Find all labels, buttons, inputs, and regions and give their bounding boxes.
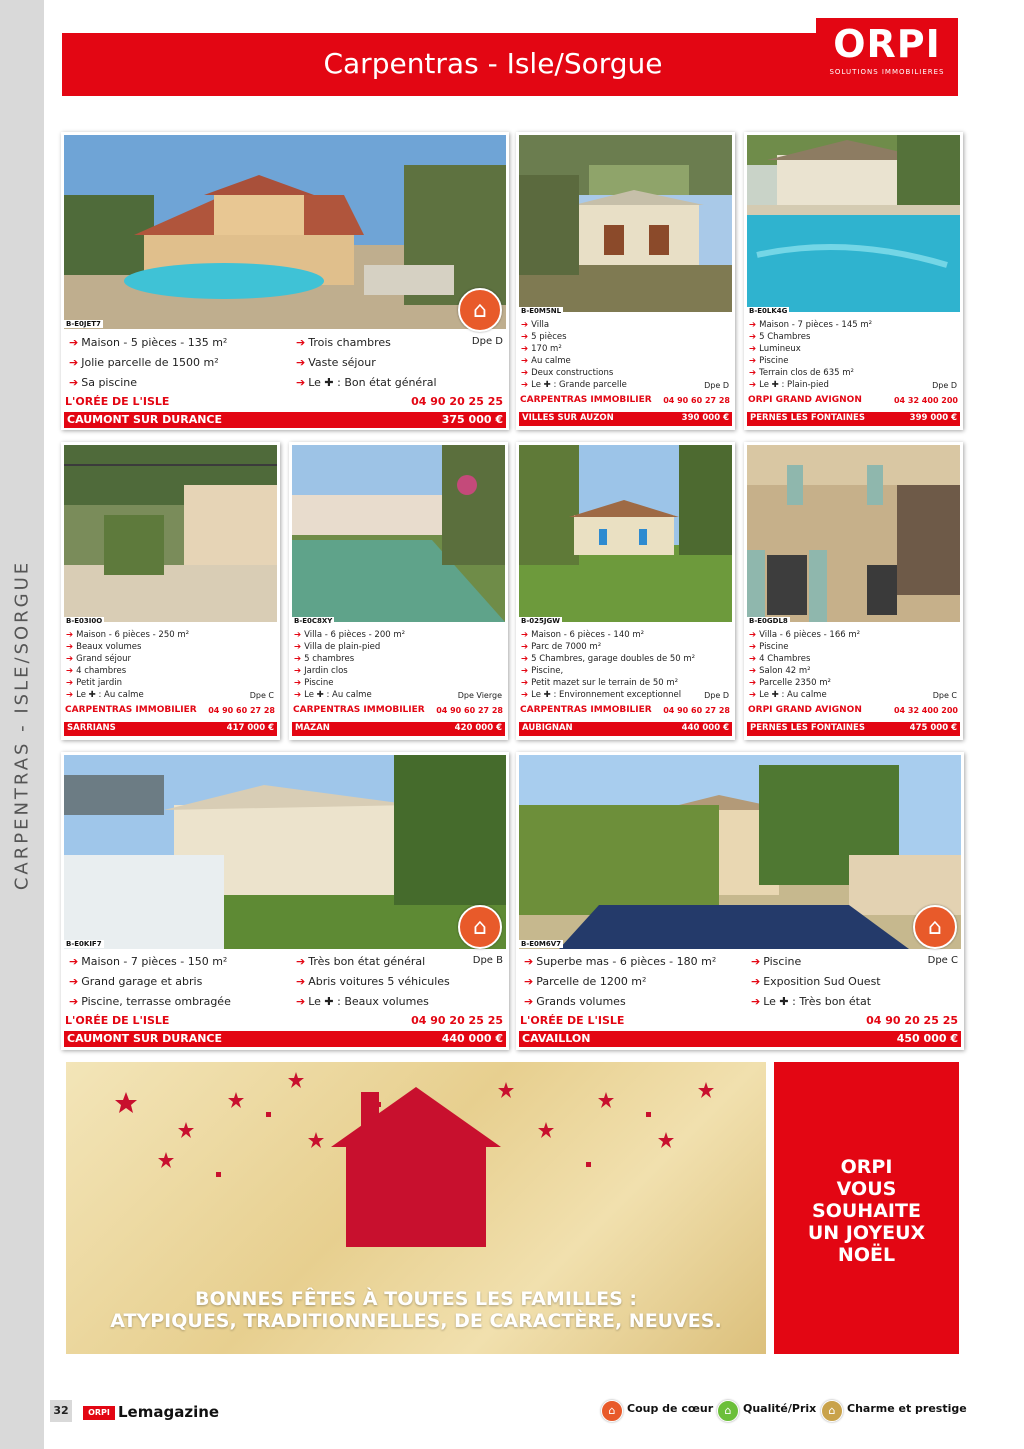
coup-de-coeur-icon: ⌂ xyxy=(601,1400,623,1422)
page-number: 32 xyxy=(50,1400,72,1422)
listing-feature: ➔ Le ✚ : Beaux volumes xyxy=(296,995,429,1008)
agency-phone[interactable]: 04 32 400 200 xyxy=(893,396,958,405)
property-photo xyxy=(519,445,732,622)
listing-feature: ➔ Petit jardin xyxy=(66,678,122,688)
listing-feature: ➔ Maison - 7 pièces - 145 m² xyxy=(749,320,873,330)
agency-phone[interactable]: 04 90 60 27 28 xyxy=(208,706,275,715)
price-bar xyxy=(64,722,277,736)
legend-coup-de-coeur: Coup de cœur xyxy=(627,1402,714,1415)
listing-feature: ➔ Abris voitures 5 véhicules xyxy=(296,975,450,988)
listing-reference: B-E0LK4G xyxy=(749,307,788,315)
listing-feature: ➔ Villa xyxy=(521,320,550,330)
listing-town: MAZAN xyxy=(295,723,330,733)
dpe-rating: Dpe D xyxy=(932,381,957,390)
property-photo xyxy=(519,135,732,312)
dpe-rating: Dpe C xyxy=(249,691,274,700)
listing-feature: ➔ Le ✚ : Plain-pied xyxy=(749,380,829,390)
agency-phone[interactable]: 04 90 60 27 28 xyxy=(436,706,503,715)
orpi-logo xyxy=(816,18,958,84)
listing-price: 375 000 € xyxy=(441,413,503,426)
listing-card[interactable] xyxy=(289,442,508,740)
legend-charme-prestige: Charme et prestige xyxy=(847,1402,967,1415)
dpe-rating: Dpe D xyxy=(471,336,503,347)
agency-name: ORPI GRAND AVIGNON xyxy=(748,705,862,715)
listing-feature: ➔ Vaste séjour xyxy=(296,356,376,369)
price-bar xyxy=(519,412,732,426)
christmas-banner xyxy=(66,1062,766,1354)
listing-feature: ➔ Terrain clos de 635 m² xyxy=(749,368,854,378)
listing-feature: ➔ Le ✚ : Au calme xyxy=(294,690,372,700)
property-photo xyxy=(64,755,506,949)
price-bar xyxy=(747,412,960,426)
agency-name: CARPENTRAS IMMOBILIER xyxy=(520,705,652,715)
dpe-rating: Dpe C xyxy=(927,955,958,966)
listing-feature: ➔ 4 Chambres xyxy=(749,654,811,664)
listing-feature: ➔ Le ✚ : Environnement exceptionnel xyxy=(521,690,682,700)
listing-feature: ➔ 5 chambres xyxy=(294,654,355,664)
listing-price: 417 000 € xyxy=(226,723,274,733)
listing-price: 420 000 € xyxy=(454,723,502,733)
listing-price: 399 000 € xyxy=(909,413,957,423)
listing-feature: ➔ Jardin clos xyxy=(294,666,348,676)
agency-phone[interactable]: 04 90 60 27 28 xyxy=(663,706,730,715)
agency-name: ORPI GRAND AVIGNON xyxy=(748,395,862,405)
listing-town: PERNES LES FONTAINES xyxy=(750,413,865,423)
property-photo xyxy=(747,445,960,622)
listing-price: 475 000 € xyxy=(909,723,957,733)
agency-name: CARPENTRAS IMMOBILIER xyxy=(293,705,425,715)
stars-and-house-illustration xyxy=(66,1062,766,1282)
listing-feature: ➔ Parcelle de 1200 m² xyxy=(524,975,647,988)
listing-feature: ➔ Jolie parcelle de 1500 m² xyxy=(69,356,219,369)
listing-price: 440 000 € xyxy=(681,723,729,733)
listing-reference: B-E0M6V7 xyxy=(521,940,562,948)
listing-feature: ➔ Villa - 6 pièces - 200 m² xyxy=(294,630,406,640)
listing-card[interactable] xyxy=(516,752,964,1050)
charme-prestige-icon: ⌂ xyxy=(821,1400,843,1422)
listing-card[interactable] xyxy=(516,132,735,430)
listing-reference: B-E03I0O xyxy=(66,617,103,625)
heart-house-icon: ⌂ xyxy=(458,905,502,949)
listing-feature: ➔ Superbe mas - 6 pièces - 180 m² xyxy=(524,955,717,968)
greeting-line: UN JOYEUX xyxy=(807,1222,926,1244)
listing-feature: ➔ 5 pièces xyxy=(521,332,567,342)
listing-feature: ➔ Exposition Sud Ouest xyxy=(751,975,881,988)
listing-feature: ➔ Piscine, terrasse ombragée xyxy=(69,995,231,1008)
listing-town: VILLES SUR AUZON xyxy=(522,413,614,423)
dpe-rating: Dpe D xyxy=(704,691,729,700)
listing-card[interactable] xyxy=(61,752,509,1050)
agency-phone[interactable]: 04 32 400 200 xyxy=(893,706,958,715)
greeting-line: VOUS xyxy=(836,1178,897,1200)
agency-name: L'ORÉE DE L'ISLE xyxy=(520,1014,625,1027)
listing-feature: ➔ Trois chambres xyxy=(296,336,391,349)
listing-reference: B-E0JET7 xyxy=(66,320,101,328)
price-bar xyxy=(747,722,960,736)
listing-feature: ➔ 4 chambres xyxy=(66,666,127,676)
listing-feature: ➔ Grand garage et abris xyxy=(69,975,203,988)
listing-town: CAUMONT SUR DURANCE xyxy=(67,1032,223,1045)
legend-qualite-prix: Qualité/Prix xyxy=(743,1402,817,1415)
listing-town: SARRIANS xyxy=(67,723,116,733)
agency-phone[interactable]: 04 90 20 25 25 xyxy=(411,1014,503,1027)
listing-feature: ➔ 5 Chambres, garage doubles de 50 m² xyxy=(521,654,696,664)
listing-price: 450 000 € xyxy=(896,1032,958,1045)
listing-reference: B-E0KIF7 xyxy=(66,940,102,948)
agency-name: L'ORÉE DE L'ISLE xyxy=(65,395,170,408)
dpe-rating: Dpe B xyxy=(472,955,503,966)
listing-feature: ➔ Parcelle 2350 m² xyxy=(749,678,831,688)
listing-feature: ➔ Piscine xyxy=(749,642,789,652)
listing-price: 440 000 € xyxy=(441,1032,503,1045)
property-photo xyxy=(747,135,960,312)
listing-feature: ➔ Maison - 6 pièces - 140 m² xyxy=(521,630,645,640)
listing-feature: ➔ Très bon état général xyxy=(296,955,426,968)
listing-feature: ➔ Salon 42 m² xyxy=(749,666,811,676)
listing-card[interactable] xyxy=(516,442,735,740)
price-bar xyxy=(64,412,506,428)
listing-card[interactable] xyxy=(744,132,963,430)
property-photo xyxy=(519,755,961,949)
listing-feature: ➔ Lumineux xyxy=(749,344,801,354)
listing-town: CAUMONT SUR DURANCE xyxy=(67,413,223,426)
logo-wordmark: ORPI xyxy=(833,22,941,66)
listing-feature: ➔ Sa piscine xyxy=(69,376,138,389)
listing-feature: ➔ Le ✚ : Bon état général xyxy=(296,376,437,389)
greeting-line: NOËL xyxy=(837,1244,896,1266)
listing-town: AUBIGNAN xyxy=(522,723,573,733)
listing-reference: B-E0C8XY xyxy=(294,617,333,625)
listing-feature: ➔ Piscine, xyxy=(521,666,564,676)
listing-town: CAVAILLON xyxy=(522,1032,591,1045)
heart-house-icon: ⌂ xyxy=(913,905,957,949)
qualite-prix-icon: ⌂ xyxy=(717,1400,739,1422)
dpe-rating: Dpe D xyxy=(704,381,729,390)
side-section-label: CARPENTRAS - ISLE/SORGUE xyxy=(11,559,33,891)
agency-name: L'ORÉE DE L'ISLE xyxy=(65,1014,170,1027)
listing-feature: ➔ Le ✚ : Grande parcelle xyxy=(521,380,627,390)
listing-feature: ➔ 5 Chambres xyxy=(749,332,811,342)
listing-feature: ➔ Piscine xyxy=(749,356,789,366)
listing-feature: ➔ Parc de 7000 m² xyxy=(521,642,602,652)
listing-card[interactable] xyxy=(61,442,280,740)
agency-phone[interactable]: 04 90 20 25 25 xyxy=(411,395,503,408)
property-photo xyxy=(64,135,506,329)
heart-house-icon: ⌂ xyxy=(458,288,502,332)
christmas-greeting-panel xyxy=(774,1062,959,1354)
agency-name: CARPENTRAS IMMOBILIER xyxy=(65,705,197,715)
greeting-line: ORPI xyxy=(840,1156,893,1178)
listing-feature: ➔ 170 m² xyxy=(521,344,562,354)
price-bar xyxy=(519,722,732,736)
agency-phone[interactable]: 04 90 60 27 28 xyxy=(663,396,730,405)
dpe-rating: Dpe C xyxy=(932,691,957,700)
listing-feature: ➔ Le ✚ : Très bon état xyxy=(751,995,872,1008)
property-photo xyxy=(292,445,505,622)
listing-reference: B-E0GDL8 xyxy=(749,617,788,625)
property-photo xyxy=(64,445,277,622)
listing-feature: ➔ Le ✚ : Au calme xyxy=(749,690,827,700)
listing-feature: ➔ Maison - 7 pièces - 150 m² xyxy=(69,955,228,968)
price-bar xyxy=(292,722,505,736)
listing-feature: ➔ Villa de plain-pied xyxy=(294,642,381,652)
dpe-rating: Dpe Vierge xyxy=(457,691,502,700)
listing-feature: ➔ Deux constructions xyxy=(521,368,614,378)
listing-feature: ➔ Piscine xyxy=(751,955,802,968)
page-title: Carpentras - Isle/Sorgue xyxy=(323,47,663,80)
banner-tagline-1: BONNES FÊTES À TOUTES LES FAMILLES : xyxy=(195,1288,637,1310)
magazine-name: Lemagazine xyxy=(118,1403,220,1421)
listing-reference: B-E0M5NL xyxy=(521,307,562,315)
listing-card[interactable] xyxy=(61,132,509,430)
listing-feature: ➔ Beaux volumes xyxy=(66,642,142,652)
listing-feature: ➔ Maison - 6 pièces - 250 m² xyxy=(66,630,190,640)
listing-card[interactable] xyxy=(744,442,963,740)
listing-feature: ➔ Grand séjour xyxy=(66,654,132,664)
listing-feature: ➔ Piscine xyxy=(294,678,334,688)
agency-phone[interactable]: 04 90 20 25 25 xyxy=(866,1014,958,1027)
price-bar xyxy=(519,1031,961,1047)
listing-feature: ➔ Au calme xyxy=(521,356,571,366)
logo-subtitle: SOLUTIONS IMMOBILIERES xyxy=(829,68,945,76)
listing-feature: ➔ Villa - 6 pièces - 166 m² xyxy=(749,630,861,640)
listing-feature: ➔ Petit mazet sur le terrain de 50 m² xyxy=(521,678,679,688)
listing-town: PERNES LES FONTAINES xyxy=(750,723,865,733)
listing-reference: B-025JGW xyxy=(521,617,560,625)
listing-price: 390 000 € xyxy=(681,413,729,423)
agency-name: CARPENTRAS IMMOBILIER xyxy=(520,395,652,405)
banner-tagline-2: ATYPIQUES, TRADITIONNELLES, DE CARACTÈRE, NEUVES. xyxy=(110,1310,722,1332)
magazine-logo: ORPI xyxy=(83,1406,115,1420)
price-bar xyxy=(64,1031,506,1047)
listing-feature: ➔ Le ✚ : Au calme xyxy=(66,690,144,700)
listing-feature: ➔ Grands volumes xyxy=(524,995,626,1008)
listing-feature: ➔ Maison - 5 pièces - 135 m² xyxy=(69,336,228,349)
greeting-line: SOUHAITE xyxy=(812,1200,921,1222)
